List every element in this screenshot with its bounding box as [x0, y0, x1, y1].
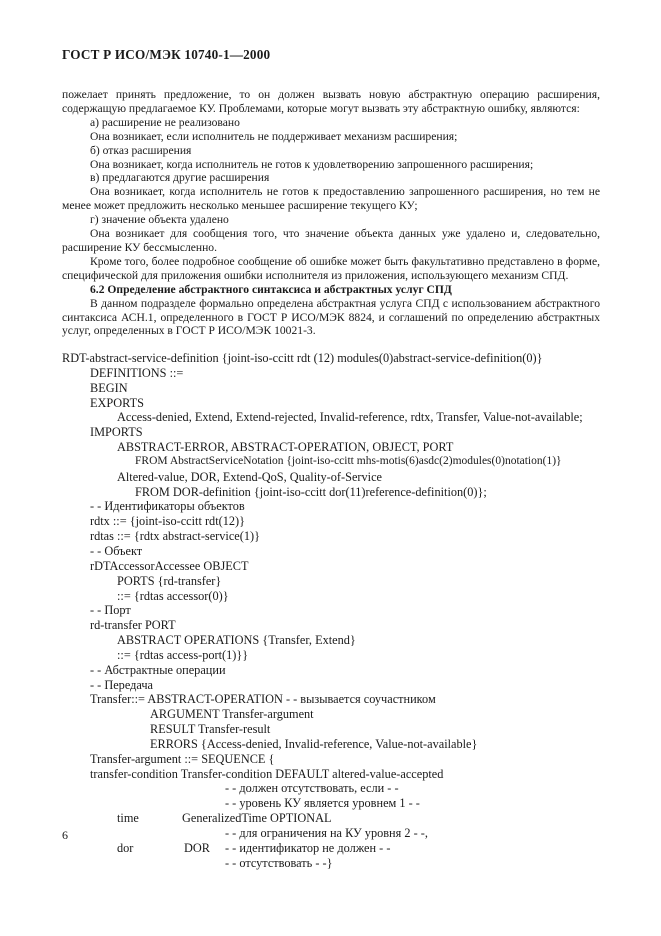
code-text: ABSTRACT-ERROR, ABSTRACT-OPERATION, OBJECT, PORT: [117, 440, 454, 455]
code-line: [62, 381, 622, 396]
paragraph: Она возникает для сообщения того, что значение объекта данных уже удалено и, следовательно, расширение КУ бессмысленно.: [62, 227, 600, 254]
code-text: EXPORTS: [90, 395, 144, 410]
code-text: Access-denied, Extend, Extend-rejected, Invalid-reference, rdtx, Transfer, Value-not-available;: [117, 410, 583, 425]
code-field-name: time: [117, 811, 139, 826]
code-text: rd-transfer PORT: [90, 618, 176, 633]
code-line: [62, 440, 622, 455]
code-comment: - - для ограничения на КУ уровня 2 - -,: [225, 826, 428, 840]
code-text: DEFINITIONS ::=: [90, 365, 184, 380]
code-text: PORTS {rd-transfer}: [117, 573, 222, 588]
code-line: [62, 455, 622, 470]
code-comment: - - Объект: [90, 543, 143, 558]
code-line: [62, 410, 622, 425]
code-line: [62, 559, 622, 574]
code-line: [62, 737, 622, 752]
code-line: [62, 707, 622, 722]
code-line: [62, 752, 622, 767]
code-field-type: DOR: [184, 840, 210, 855]
code-text: ::= {rdtas access-port(1)}}: [117, 647, 249, 662]
list-item: а) расширение не реализовано: [90, 115, 240, 129]
paragraph: Она возникает, когда исполнитель не готов к удовлетворению запрошенного расширения;: [90, 157, 534, 171]
code-line: [62, 470, 622, 485]
code-line: [62, 396, 622, 411]
code-text: BEGIN: [90, 380, 128, 395]
code-text: RDT-abstract-service-definition {joint-iso-ccitt rdt (12) modules(0)abstract-service-definition(0)}: [62, 351, 543, 365]
code-line: [62, 529, 622, 544]
code-comment: - - Абстрактные операции: [90, 662, 226, 677]
code-line: [62, 648, 622, 663]
code-line: [62, 796, 622, 811]
paragraph: Она возникает, если исполнитель не поддерживает механизм расширения;: [90, 129, 458, 143]
code-line: [62, 692, 622, 707]
code-text: IMPORTS: [90, 425, 143, 440]
list-item: в) предлагаются другие расширения: [90, 171, 270, 185]
code-text: ABSTRACT OPERATIONS {Transfer, Extend}: [117, 633, 356, 648]
code-line: [62, 574, 622, 589]
code-line: [62, 514, 622, 529]
code-line: [62, 499, 622, 514]
code-line: [62, 767, 622, 782]
paragraph: Она возникает, когда исполнитель не готов к предоставлению запрошенного расширения, но тем не менее может предложить несколько меньшее расширение текущего КУ;: [62, 185, 600, 213]
code-comment: - - должен отсутствовать, если - -: [225, 781, 399, 796]
code-line: [62, 841, 622, 856]
code-line: [62, 589, 622, 604]
code-text: transfer-condition Transfer-condition DEFAULT altered-value-accepted: [90, 766, 444, 781]
page-number: 6: [62, 828, 68, 842]
code-line: [62, 603, 622, 618]
list-item: б) отказ расширения: [90, 143, 192, 157]
code-line: [62, 663, 622, 678]
code-field-name: dor: [117, 840, 134, 855]
code-text: RESULT Transfer-result: [150, 722, 271, 737]
paragraph: пожелает принять предложение, то он должен вызвать новую абстрактную операцию расширения, содержащую предлагаемое КУ. Проблемами, которые могут вызвать эту абстрактную ошибку, являются:: [62, 88, 600, 115]
code-line: [62, 781, 622, 796]
code-text: ERRORS {Access-denied, Invalid-reference, Value-not-available}: [150, 736, 478, 751]
code-comment: - - Идентификаторы объектов: [90, 499, 245, 514]
code-text: Altered-value, DOR, Extend-QoS, Quality-of-Service: [117, 469, 382, 484]
section-heading: 6.2 Определение абстрактного синтаксиса и абстрактных услуг СПД: [90, 282, 452, 296]
code-text: FROM AbstractServiceNotation {joint-iso-ccitt mhs-motis(6)asdc(2)modules(0)notation(1)}: [135, 454, 562, 467]
code-line: [62, 722, 622, 737]
code-comment: - - Передача: [90, 677, 153, 692]
code-comment: - - Порт: [90, 603, 131, 618]
code-comment: - - уровень КУ является уровнем 1 - -: [225, 796, 420, 811]
code-text: rdtas ::= {rdtx abstract-service(1)}: [90, 529, 260, 544]
code-line: [62, 544, 622, 559]
body-text: [62, 88, 600, 338]
code-text: FROM DOR-definition {joint-iso-ccitt dor(11)reference-definition(0)};: [135, 484, 487, 499]
code-text: ::= {rdtas accessor(0)}: [117, 588, 229, 603]
paragraph: Кроме того, более подробное сообщение об ошибке может быть факультативно представлено в форме, специфической для приложения ошибки исполнителя из приложения, использующего механизм СПД.: [62, 254, 600, 282]
list-item: г) значение объекта удалено: [90, 213, 229, 227]
code-comment: - - идентификатор не должен - -: [225, 840, 391, 855]
asn1-code-block: [62, 351, 622, 871]
code-text: Transfer-argument ::= SEQUENCE {: [90, 751, 275, 766]
code-line: [62, 826, 622, 841]
code-line: [62, 856, 622, 871]
code-line: [62, 485, 622, 500]
code-text: rdtx ::= {joint-iso-ccitt rdt(12)}: [90, 514, 246, 529]
code-line: [62, 618, 622, 633]
code-line: [62, 678, 622, 693]
code-line: [62, 366, 622, 381]
code-field-type: GeneralizedTime OPTIONAL: [182, 811, 332, 826]
code-text: ARGUMENT Transfer-argument: [150, 707, 314, 722]
page-header: ГОСТ Р ИСО/МЭК 10740-1—2000: [62, 47, 271, 62]
paragraph: В данном подразделе формально определена абстрактная услуга СПД с использованием абстрактного синтаксиса АСН.1, определенного в ГОСТ Р ИСО/МЭК 8824, и соглашений по определению абстрактных услуг, определенных в ГОСТ Р ИСО/МЭК 10021-3.: [62, 296, 600, 338]
code-line: [62, 811, 622, 826]
code-comment: - - отсутствовать - -}: [225, 855, 333, 870]
code-text: rDTAccessorAccessee OBJECT: [90, 558, 249, 573]
code-line: [62, 351, 622, 366]
code-text: Transfer::= ABSTRACT-OPERATION - - вызывается соучастником: [90, 692, 436, 707]
code-line: [62, 425, 622, 440]
code-line: [62, 633, 622, 648]
